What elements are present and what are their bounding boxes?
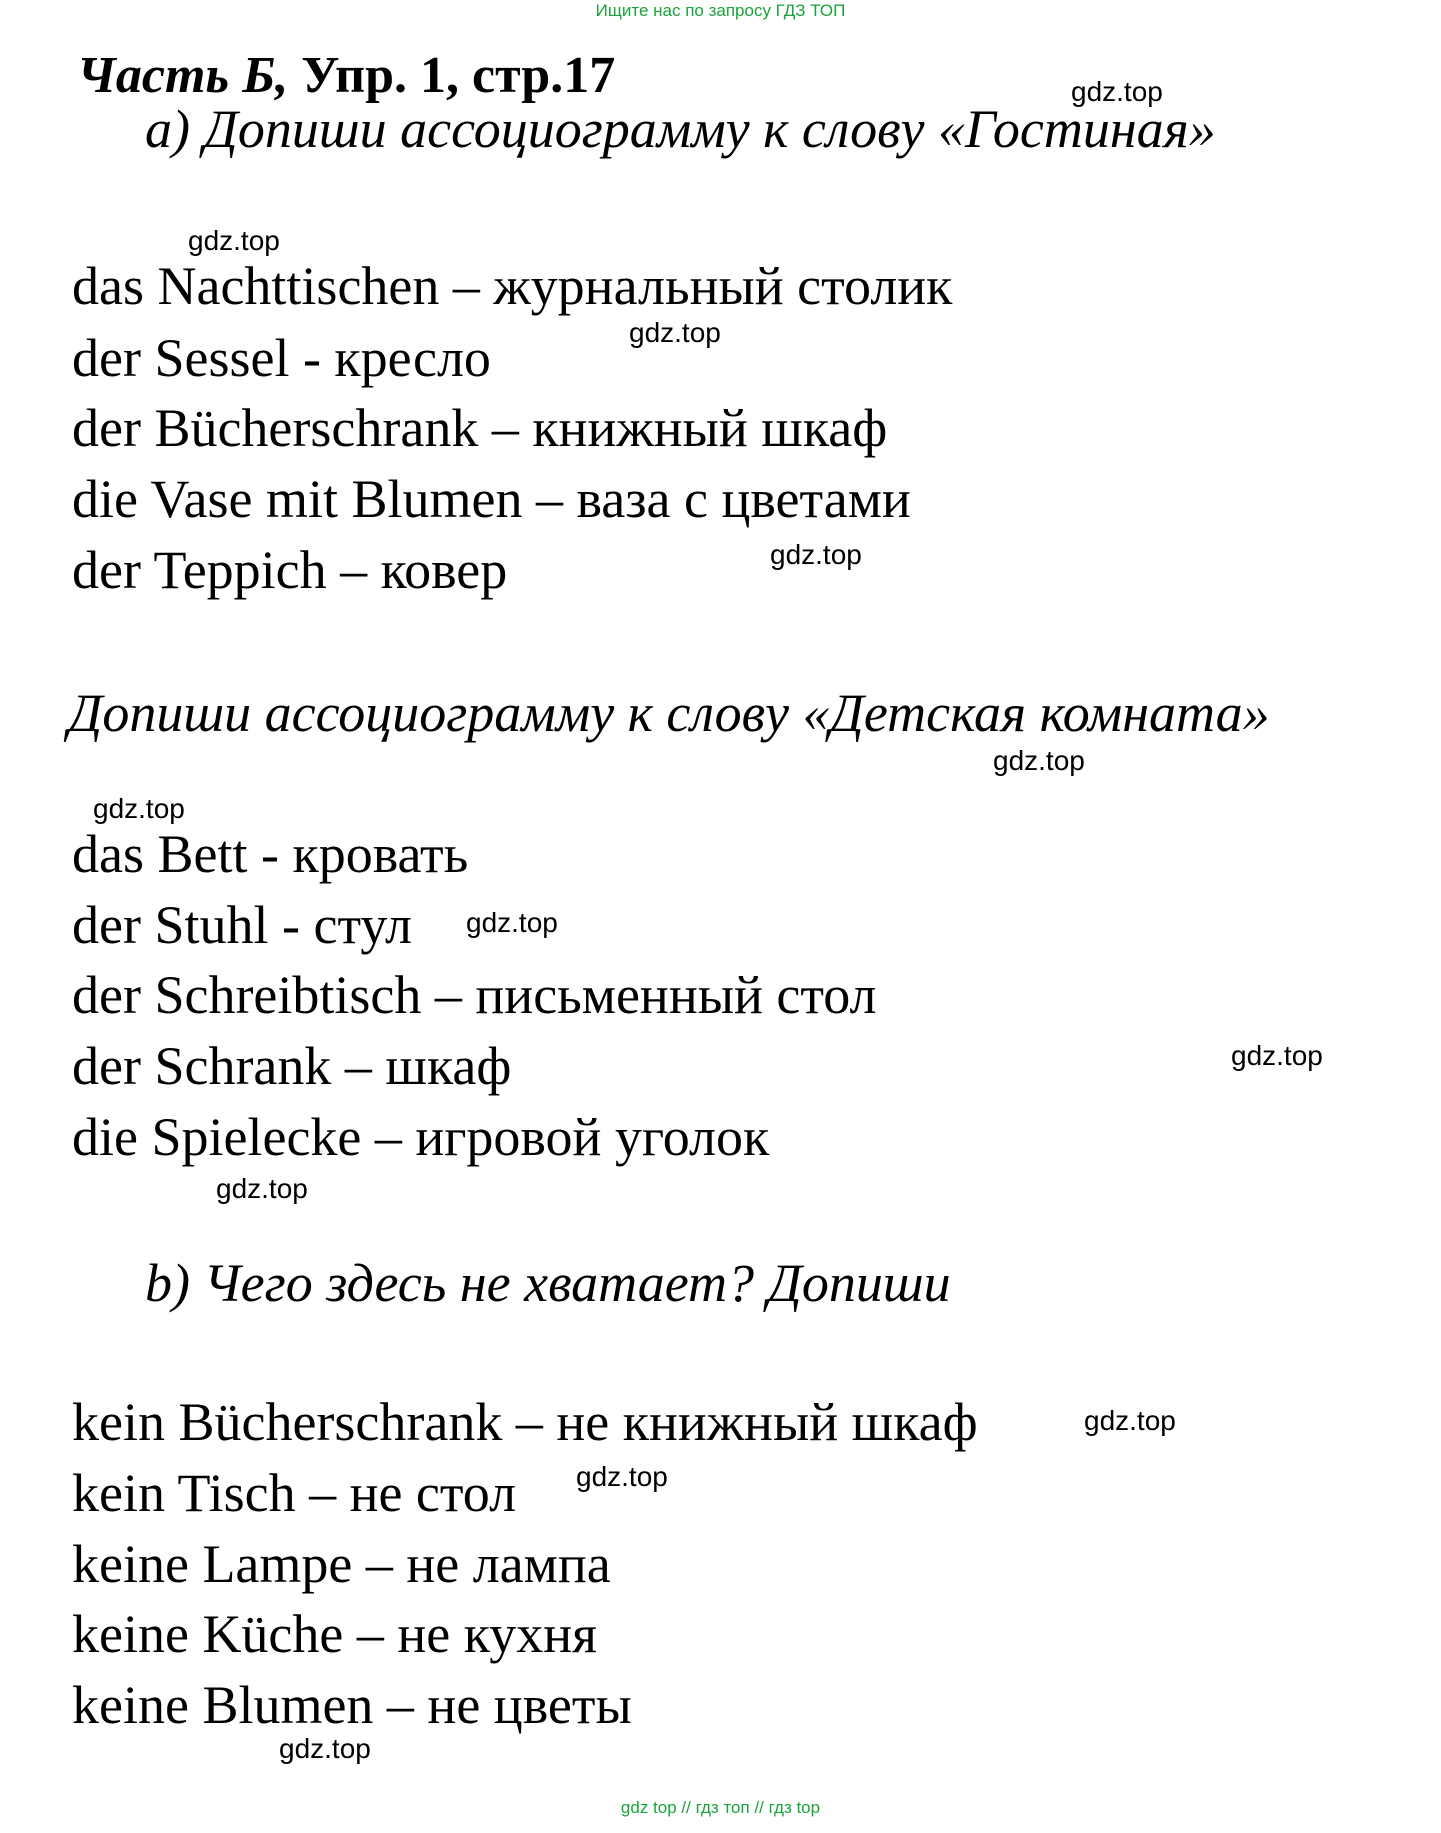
watermark: gdz.top: [993, 745, 1085, 776]
top-banner: Ищите нас по запросу ГДЗ ТОП: [595, 1, 846, 20]
list-item: die Spielecke – игровой уголок: [72, 1107, 770, 1167]
list-item: kein Tisch – не стол: [72, 1463, 517, 1523]
list-item: kein Bücherschrank – не книжный шкаф: [72, 1392, 978, 1452]
watermark: gdz.top: [1084, 1405, 1176, 1436]
watermark: gdz.top: [1071, 76, 1163, 107]
page-title: [77, 46, 615, 105]
watermark: gdz.top: [466, 907, 558, 938]
title-part: Часть Б,: [77, 47, 289, 104]
watermark: gdz.top: [770, 539, 862, 570]
list-item: der Teppich – ковер: [72, 540, 508, 600]
task-a-heading: a) Допиши ассоциограмму к слову «Гостиная»: [145, 99, 1216, 159]
title-exercise: Упр. 1, стр.17: [301, 47, 616, 104]
watermark: gdz.top: [216, 1173, 308, 1204]
task-a2-heading: Допиши ассоциограмму к слову «Детская комната»: [68, 683, 1270, 743]
list-item: das Nachttischen – журнальный столик: [72, 256, 953, 316]
list-item: keine Lampe – не лампа: [72, 1534, 611, 1594]
watermark: gdz.top: [629, 317, 721, 348]
watermark: gdz.top: [279, 1733, 371, 1764]
list-item: das Bett - кровать: [72, 824, 469, 884]
list-item: keine Küche – не кухня: [72, 1604, 597, 1664]
watermark: gdz.top: [93, 793, 185, 824]
watermark: gdz.top: [576, 1461, 668, 1492]
list-item: die Vase mit Blumen – ваза с цветами: [72, 469, 911, 529]
list-item: der Sessel - кресло: [72, 328, 491, 388]
footer: gdz top // гдз топ // гдз top: [620, 1798, 821, 1817]
list-item: der Schrank – шкаф: [72, 1036, 512, 1096]
watermark: gdz.top: [1231, 1040, 1323, 1071]
list-item: der Schreibtisch – письменный стол: [72, 965, 877, 1025]
list-item: der Bücherschrank – книжный шкаф: [72, 398, 888, 458]
list-item: der Stuhl - стул: [72, 895, 412, 955]
list-item: keine Blumen – не цветы: [72, 1675, 632, 1735]
watermark: gdz.top: [188, 225, 280, 256]
task-b-heading: b) Чего здесь не хватает? Допиши: [145, 1253, 951, 1313]
